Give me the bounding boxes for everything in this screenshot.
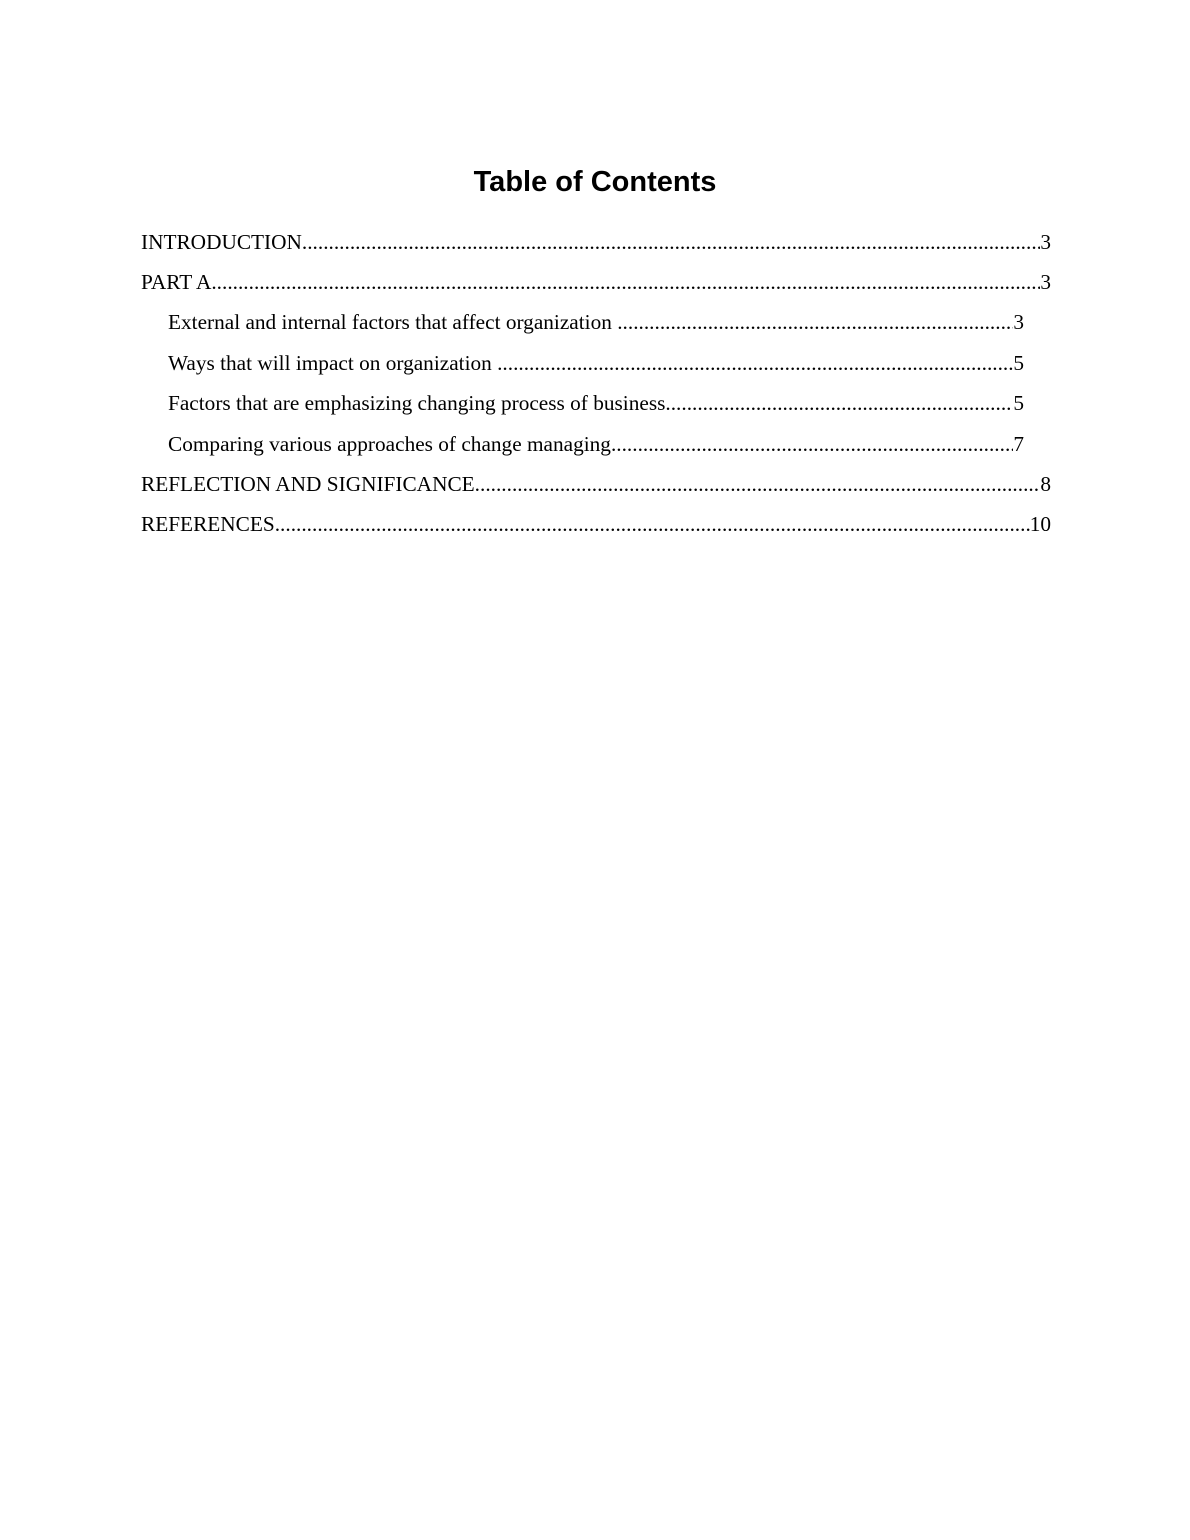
toc-title: Table of Contents bbox=[473, 166, 717, 198]
toc-entry-label: INTRODUCTION bbox=[141, 229, 302, 254]
toc-entry-part-a[interactable] bbox=[141, 262, 1051, 302]
toc-entry-factors-changing-process[interactable] bbox=[168, 384, 1024, 424]
toc-entry-page-number: 8 bbox=[1040, 472, 1051, 497]
toc-dot-leader bbox=[497, 351, 1013, 376]
toc-dot-leader bbox=[302, 230, 1040, 255]
toc-entry-external-internal-factors[interactable] bbox=[168, 303, 1024, 343]
toc-entry-references[interactable] bbox=[141, 505, 1051, 545]
toc-dot-leader bbox=[211, 270, 1040, 295]
toc-entry-page-number: 3 bbox=[1013, 310, 1024, 335]
toc-entry-comparing-approaches[interactable] bbox=[168, 424, 1024, 464]
toc-entry-label: Factors that are emphasizing changing process of business bbox=[168, 391, 666, 416]
toc-entry-label: PART A bbox=[141, 270, 212, 295]
toc-entry-label: REFERENCES bbox=[141, 512, 275, 537]
toc-entry-introduction[interactable] bbox=[141, 222, 1051, 262]
toc-entry-page-number: 5 bbox=[1013, 350, 1024, 375]
toc-dot-leader bbox=[275, 512, 1030, 537]
toc-entry-label: External and internal factors that affect organization bbox=[168, 310, 618, 335]
toc-entry-page-number: 10 bbox=[1029, 512, 1051, 537]
toc-entry-page-number: 3 bbox=[1040, 270, 1051, 295]
toc-list bbox=[0, 222, 1190, 545]
toc-entry-reflection[interactable] bbox=[141, 464, 1051, 504]
toc-dot-leader bbox=[475, 472, 1041, 497]
toc-entry-ways-impact[interactable] bbox=[168, 343, 1024, 383]
toc-dot-leader bbox=[611, 432, 1013, 457]
toc-entry-label: REFLECTION AND SIGNIFICANCE bbox=[141, 472, 475, 497]
toc-entry-label: Comparing various approaches of change managing bbox=[168, 431, 611, 456]
toc-entry-page-number: 3 bbox=[1040, 229, 1051, 254]
toc-dot-leader bbox=[665, 391, 1013, 416]
toc-entry-page-number: 5 bbox=[1013, 391, 1024, 416]
toc-dot-leader bbox=[617, 310, 1013, 335]
toc-entry-page-number: 7 bbox=[1013, 431, 1024, 456]
toc-entry-label: Ways that will impact on organization bbox=[168, 350, 498, 375]
